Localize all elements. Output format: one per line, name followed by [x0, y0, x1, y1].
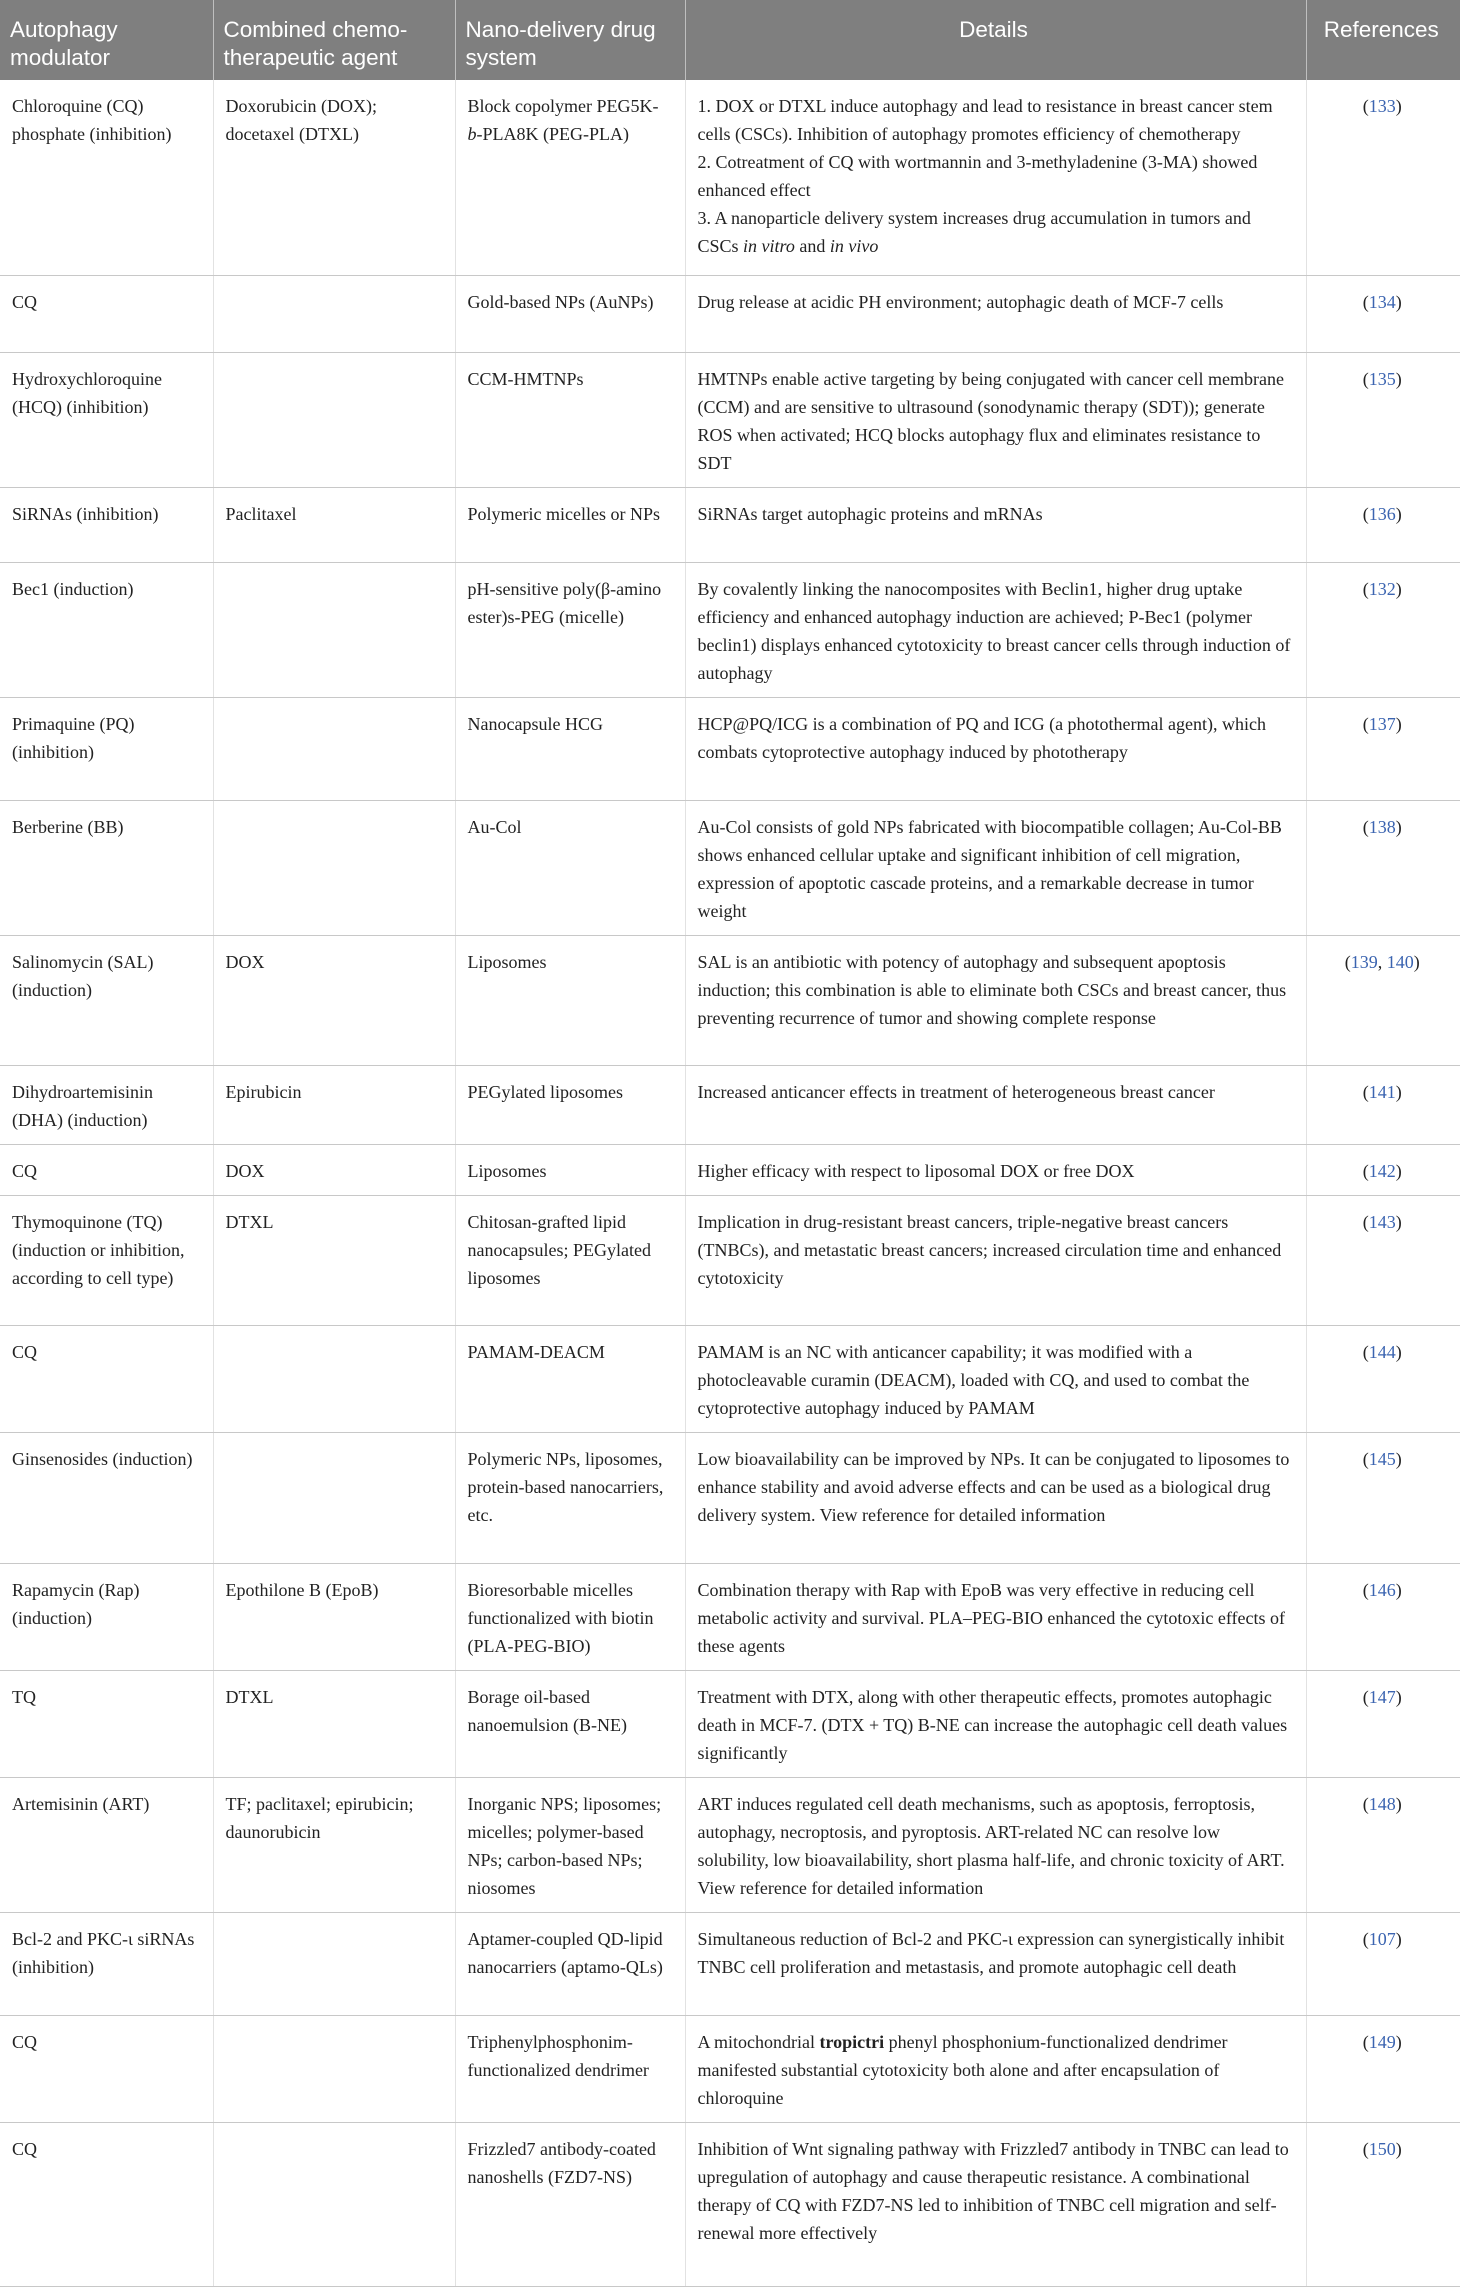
- ref-paren: ): [1395, 96, 1402, 116]
- cell-chemo: [213, 800, 455, 935]
- cell-reference: [1306, 487, 1460, 562]
- ref-paren: (: [1362, 291, 1369, 312]
- ref-paren: (: [1362, 1686, 1369, 1707]
- details-point-1: 1. DOX or DTXL induce autophagy and lead to resistance in breast cancer stem cells (CSCs). Inhibition of autophagy promotes efficiency of chemotherapy: [697, 96, 1273, 144]
- cell-reference: [1306, 935, 1460, 1065]
- cell-chemo: DTXL: [213, 1195, 455, 1325]
- cell-nano: Nanocapsule HCG: [455, 697, 685, 800]
- reference-link[interactable]: 139: [1350, 951, 1378, 972]
- cell-nano: Polymeric micelles or NPs: [455, 487, 685, 562]
- header-nano: Nano-delivery drug system: [455, 0, 685, 80]
- cell-nano: PAMAM-DEACM: [455, 1325, 685, 1432]
- cell-details: By covalently linking the nanocomposites with Beclin1, higher drug uptake efficiency and enhanced autophagy induction are achieved; P-Bec1 (polymer beclin1) displays enhanced cytotoxicity to breast cancer cells through induction of autophagy: [685, 562, 1306, 697]
- ref-paren: ): [1395, 1211, 1402, 1232]
- ref-paren: (: [1362, 1448, 1369, 1469]
- table-row: [0, 80, 1460, 275]
- details-italic: in vivo: [829, 236, 879, 256]
- details-bold: tropictri: [819, 2031, 885, 2052]
- cell-modulator: Thymoquinone (TQ) (induction or inhibition, according to cell type): [0, 1195, 213, 1325]
- cell-chemo: Paclitaxel: [213, 487, 455, 562]
- cell-details: Inhibition of Wnt signaling pathway with Frizzled7 antibody in TNBC can lead to upregulation of autophagy and cause therapeutic resistance. A combinational therapy of CQ with FZD7-NS led to inhibition of TNBC cell migration and self-renewal more effectively: [685, 2122, 1306, 2287]
- ref-paren: (: [1362, 1793, 1369, 1814]
- cell-chemo: DTXL: [213, 1670, 455, 1777]
- ref-paren: (: [1362, 1160, 1369, 1181]
- cell-reference: [1306, 1432, 1460, 1563]
- cell-nano: Frizzled7 antibody-coated nanoshells (FZD7-NS): [455, 2122, 685, 2287]
- cell-reference: [1306, 352, 1460, 487]
- cell-reference: [1306, 2015, 1460, 2122]
- ref-paren: ): [1395, 503, 1402, 524]
- ref-paren: (: [1362, 1341, 1369, 1362]
- reference-link[interactable]: 141: [1368, 1081, 1396, 1102]
- cell-chemo: DOX: [213, 1144, 455, 1195]
- cell-modulator: CQ: [0, 1144, 213, 1195]
- ref-paren: ): [1395, 1448, 1402, 1469]
- cell-modulator: Artemisinin (ART): [0, 1777, 213, 1912]
- cell-reference: [1306, 1325, 1460, 1432]
- cell-chemo: [213, 697, 455, 800]
- table-row: [0, 1777, 1460, 1912]
- ref-paren: (: [1362, 2138, 1369, 2159]
- cell-nano: PEGylated liposomes: [455, 1065, 685, 1144]
- cell-details: ART induces regulated cell death mechanisms, such as apoptosis, ferroptosis, autophagy, necroptosis, and pyroptosis. ART-related NC can resolve low solubility, low bioavailability, short plasma half-life, and chronic toxicity of ART. View reference for detailed information: [685, 1777, 1306, 1912]
- ref-paren: ): [1395, 713, 1402, 734]
- reference-link[interactable]: 134: [1368, 291, 1396, 312]
- table-row: [0, 1670, 1460, 1777]
- cell-nano: Bioresorbable micelles functionalized with biotin (PLA-PEG-BIO): [455, 1563, 685, 1670]
- cell-nano: CCM-HMTNPs: [455, 352, 685, 487]
- cell-modulator: Hydroxychloroquine (HCQ) (inhibition): [0, 352, 213, 487]
- cell-nano: Liposomes: [455, 935, 685, 1065]
- cell-modulator: TQ: [0, 1670, 213, 1777]
- cell-modulator: Bec1 (induction): [0, 562, 213, 697]
- details-text: 3. A nanoparticle delivery system increases drug accumulation in tumors and CSCs: [697, 208, 1251, 256]
- details-point-3: [698, 204, 1292, 260]
- ref-paren: ): [1395, 816, 1402, 837]
- cell-details: Increased anticancer effects in treatment of heterogeneous breast cancer: [685, 1065, 1306, 1144]
- cell-chemo: TF; paclitaxel; epirubicin; daunorubicin: [213, 1777, 455, 1912]
- cell-modulator: Chloroquine (CQ) phosphate (inhibition): [0, 80, 213, 275]
- table-row: [0, 352, 1460, 487]
- cell-reference: [1306, 800, 1460, 935]
- ref-paren: ): [1395, 291, 1402, 312]
- reference-link[interactable]: 149: [1368, 2031, 1396, 2052]
- reference-link[interactable]: 144: [1368, 1341, 1396, 1362]
- cell-reference: [1306, 697, 1460, 800]
- cell-chemo: [213, 275, 455, 352]
- cell-details: PAMAM is an NC with anticancer capability; it was modified with a photocleavable curamin (DEACM), loaded with CQ, and used to combat the cytoprotective autophagy induced by PAMAM: [685, 1325, 1306, 1432]
- cell-details: Drug release at acidic PH environment; autophagic death of MCF-7 cells: [685, 275, 1306, 352]
- table-row: [0, 1195, 1460, 1325]
- table-row: [0, 1065, 1460, 1144]
- cell-modulator: CQ: [0, 275, 213, 352]
- ref-paren: (: [1344, 951, 1351, 972]
- cell-nano: Borage oil-based nanoemulsion (B-NE): [455, 1670, 685, 1777]
- ref-paren: (: [1362, 2031, 1369, 2052]
- reference-link[interactable]: 137: [1368, 713, 1396, 734]
- cell-nano: Liposomes: [455, 1144, 685, 1195]
- cell-details: Higher efficacy with respect to liposomal DOX or free DOX: [685, 1144, 1306, 1195]
- table-row: [0, 1325, 1460, 1432]
- ref-paren: ): [1395, 1160, 1402, 1181]
- cell-nano: Au-Col: [455, 800, 685, 935]
- cell-chemo: Epothilone B (EpoB): [213, 1563, 455, 1670]
- cell-modulator: SiRNAs (inhibition): [0, 487, 213, 562]
- cell-details: [685, 80, 1306, 275]
- cell-reference: [1306, 1912, 1460, 2015]
- ref-paren: ): [1395, 1793, 1402, 1814]
- cell-details: Combination therapy with Rap with EpoB was very effective in reducing cell metabolic activity and survival. PLA–PEG-BIO enhanced the cytotoxic effects of these agents: [685, 1563, 1306, 1670]
- ref-paren: ): [1395, 1928, 1402, 1949]
- cell-reference: [1306, 275, 1460, 352]
- details-text: A mitochondrial: [697, 2031, 820, 2052]
- header-details: Details: [685, 0, 1306, 80]
- reference-link[interactable]: 148: [1368, 1793, 1396, 1814]
- table-row: [0, 800, 1460, 935]
- ref-paren: (: [1362, 578, 1369, 599]
- cell-chemo: [213, 1912, 455, 2015]
- ref-paren: ): [1413, 951, 1420, 972]
- cell-details: Low bioavailability can be improved by NPs. It can be conjugated to liposomes to enhance stability and avoid adverse effects and can be used as a biological drug delivery system. View reference for detailed information: [685, 1432, 1306, 1563]
- reference-link[interactable]: 143: [1368, 1211, 1396, 1232]
- ref-paren: (: [1362, 1928, 1369, 1949]
- cell-nano: [455, 80, 685, 275]
- table-row: [0, 1563, 1460, 1670]
- details-text: phenyl phosphonium-functionalized dendrimer manifested substantial cytotoxicity both alone and after encapsulation of chloroquine: [697, 2031, 1228, 2108]
- table-row: [0, 697, 1460, 800]
- cell-reference: [1306, 1065, 1460, 1144]
- cell-details: Implication in drug-resistant breast cancers, triple-negative breast cancers (TNBCs), and metastatic breast cancers; increased circulation time and enhanced cytotoxicity: [685, 1195, 1306, 1325]
- cell-reference: [1306, 1563, 1460, 1670]
- reference-link[interactable]: 107: [1368, 1928, 1396, 1949]
- details-point-2: 2. Cotreatment of CQ with wortmannin and 3-methyladenine (3-MA) showed enhanced effect: [697, 152, 1258, 200]
- ref-paren: (: [1362, 1211, 1369, 1232]
- reference-link[interactable]: 146: [1368, 1579, 1396, 1600]
- cell-modulator: Primaquine (PQ) (inhibition): [0, 697, 213, 800]
- ref-paren: ): [1395, 578, 1402, 599]
- cell-nano: Triphenylphosphonim-functionalized dendrimer: [455, 2015, 685, 2122]
- cell-reference: [1306, 1195, 1460, 1325]
- cell-nano: pH-sensitive poly(β-amino ester)s-PEG (micelle): [455, 562, 685, 697]
- reference-link[interactable]: 140: [1386, 951, 1414, 972]
- ref-paren: ): [1395, 1081, 1402, 1102]
- cell-details: HMTNPs enable active targeting by being conjugated with cancer cell membrane (CCM) and are sensitive to ultrasound (sonodynamic therapy (SDT)); generate ROS when activated; HCQ blocks autophagy flux and eliminates resistance to SDT: [685, 352, 1306, 487]
- table-row: [0, 2015, 1460, 2122]
- reference-link[interactable]: 136: [1368, 503, 1396, 524]
- table-row: [0, 562, 1460, 697]
- table-row: [0, 1912, 1460, 2015]
- ref-separator: ,: [1377, 951, 1387, 972]
- cell-reference: [1306, 1670, 1460, 1777]
- cell-nano: Inorganic NPS; liposomes; micelles; polymer-based NPs; carbon-based NPs; niosomes: [455, 1777, 685, 1912]
- reference-link[interactable]: 147: [1368, 1686, 1396, 1707]
- ref-paren: ): [1395, 1579, 1402, 1600]
- reference-link[interactable]: 142: [1368, 1160, 1396, 1181]
- cell-reference: [1306, 80, 1460, 275]
- ref-paren: ): [1395, 368, 1402, 389]
- reference-link[interactable]: 138: [1368, 816, 1396, 837]
- header-row: [0, 0, 1460, 80]
- cell-modulator: Bcl-2 and PKC-ι siRNAs (inhibition): [0, 1912, 213, 2015]
- table-row: [0, 935, 1460, 1065]
- cell-nano: Aptamer-coupled QD-lipid nanocarriers (aptamo-QLs): [455, 1912, 685, 2015]
- cell-chemo: [213, 562, 455, 697]
- ref-paren: (: [1362, 816, 1369, 837]
- ref-paren: ): [1395, 1686, 1402, 1707]
- cell-chemo: Doxorubicin (DOX); docetaxel (DTXL): [213, 80, 455, 275]
- cell-details: SAL is an antibiotic with potency of autophagy and subsequent apoptosis induction; this combination is able to eliminate both CSCs and breast cancer, thus preventing recurrence of tumor and showing complete response: [685, 935, 1306, 1065]
- cell-nano: Chitosan-grafted lipid nanocapsules; PEGylated liposomes: [455, 1195, 685, 1325]
- ref-paren: ): [1395, 2031, 1402, 2052]
- cell-details: HCP@PQ/ICG is a combination of PQ and ICG (a photothermal agent), which combats cytoprotective autophagy induced by phototherapy: [685, 697, 1306, 800]
- table-row: [0, 2122, 1460, 2287]
- nano-text: Block copolymer PEG5K-: [467, 96, 659, 116]
- ref-paren: (: [1362, 1081, 1369, 1102]
- cell-modulator: CQ: [0, 1325, 213, 1432]
- nano-italic: b: [467, 124, 477, 144]
- table-row: [0, 1432, 1460, 1563]
- cell-chemo: [213, 2122, 455, 2287]
- reference-link[interactable]: 132: [1368, 578, 1396, 599]
- details-italic: in vitro: [743, 236, 795, 256]
- ref-paren: (: [1362, 713, 1369, 734]
- reference-link[interactable]: 150: [1368, 2138, 1396, 2159]
- header-modulator: Autophagy modulator: [0, 0, 213, 80]
- cell-modulator: Dihydroartemisinin (DHA) (induction): [0, 1065, 213, 1144]
- ref-paren: (: [1362, 368, 1369, 389]
- cell-modulator: Salinomycin (SAL) (induction): [0, 935, 213, 1065]
- cell-nano: Polymeric NPs, liposomes, protein-based nanocarriers, etc.: [455, 1432, 685, 1563]
- cell-chemo: [213, 2015, 455, 2122]
- cell-reference: [1306, 562, 1460, 697]
- cell-reference: [1306, 1777, 1460, 1912]
- header-chemo: Combined chemo-therapeutic agent: [213, 0, 455, 80]
- cell-modulator: Ginsenosides (induction): [0, 1432, 213, 1563]
- cell-chemo: [213, 352, 455, 487]
- table-row: [0, 1144, 1460, 1195]
- details-text: and: [794, 236, 830, 256]
- ref-paren: ): [1395, 2138, 1402, 2159]
- cell-details: Simultaneous reduction of Bcl-2 and PKC-ι expression can synergistically inhibit TNBC cell proliferation and metastasis, and promote autophagic cell death: [685, 1912, 1306, 2015]
- cell-nano: Gold-based NPs (AuNPs): [455, 275, 685, 352]
- cell-details: Au-Col consists of gold NPs fabricated with biocompatible collagen; Au-Col-BB shows enhanced cellular uptake and significant inhibition of cell migration, expression of apoptotic cascade proteins, and a remarkable decrease in tumor weight: [685, 800, 1306, 935]
- cell-modulator: CQ: [0, 2015, 213, 2122]
- reference-link[interactable]: 133: [1368, 96, 1396, 116]
- cell-chemo: Epirubicin: [213, 1065, 455, 1144]
- cell-reference: [1306, 1144, 1460, 1195]
- ref-paren: ): [1395, 1341, 1402, 1362]
- reference-link[interactable]: 145: [1368, 1448, 1396, 1469]
- table-row: [0, 487, 1460, 562]
- cell-chemo: [213, 1325, 455, 1432]
- ref-paren: (: [1362, 96, 1369, 116]
- nano-text: -PLA8K (PEG-PLA): [476, 124, 629, 144]
- cell-details: [685, 2015, 1306, 2122]
- cell-details: Treatment with DTX, along with other therapeutic effects, promotes autophagic death in MCF-7. (DTX + TQ) B-NE can increase the autophagic cell death values significantly: [685, 1670, 1306, 1777]
- ref-paren: (: [1362, 1579, 1369, 1600]
- reference-link[interactable]: 135: [1368, 368, 1396, 389]
- cell-details: SiRNAs target autophagic proteins and mRNAs: [685, 487, 1306, 562]
- cell-modulator: Berberine (BB): [0, 800, 213, 935]
- cell-chemo: DOX: [213, 935, 455, 1065]
- cell-reference: [1306, 2122, 1460, 2287]
- ref-paren: (: [1362, 503, 1369, 524]
- cell-modulator: Rapamycin (Rap) (induction): [0, 1563, 213, 1670]
- header-references: References: [1306, 0, 1460, 80]
- cell-chemo: [213, 1432, 455, 1563]
- cell-modulator: CQ: [0, 2122, 213, 2287]
- table-row: [0, 275, 1460, 352]
